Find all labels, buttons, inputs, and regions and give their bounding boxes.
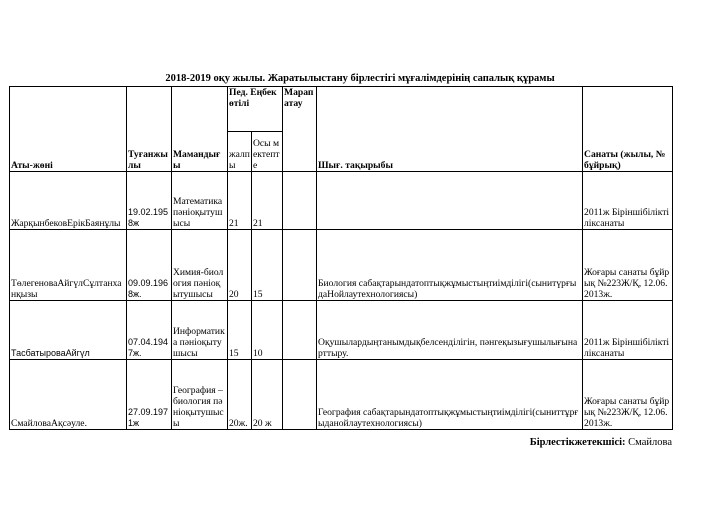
header-topic: Шығ. тақырыбы xyxy=(317,87,583,172)
table-row xyxy=(10,172,673,230)
row-birth: 27.09.1971ж xyxy=(127,360,172,430)
row-category: Жоғары санаты бұйрық №223Ж/Қ, 12.06.2013ж. xyxy=(583,230,673,301)
table-row xyxy=(10,360,673,430)
row-category: 2011ж Біріншібіліктіліксанаты xyxy=(583,301,673,360)
row-category: 2011ж Біріншібіліктіліксанаты xyxy=(583,172,673,230)
row-marathon xyxy=(283,172,317,230)
row-topic: География сабақтарындатоптықжұмыстыңтиімділігі(сыниттұрғыданойлаутехнологиясы) xyxy=(317,360,583,430)
row-name: СмайловаАқсәуле. xyxy=(10,360,127,430)
row-marathon xyxy=(283,301,317,360)
row-specialty: Информатика пәніоқытушысы xyxy=(172,301,228,360)
row-exp-school: 15 xyxy=(252,230,283,301)
row-specialty: Математика пәніоқытушысы xyxy=(172,172,228,230)
row-name: ЖарқынбековЕрікБаянұлы xyxy=(10,172,127,230)
footer-value: Смайлова xyxy=(628,437,672,448)
row-birth: 07.04.1947ж. xyxy=(127,301,172,360)
header-marathon: Марапатау xyxy=(283,87,317,172)
row-category: Жоғары санаты бұйрық №223Ж/Қ, 12.06.2013ж. xyxy=(583,360,673,430)
row-marathon xyxy=(283,230,317,301)
footer xyxy=(530,437,672,448)
row-exp-total: 21 xyxy=(228,172,252,230)
staff-table xyxy=(9,86,673,430)
header-exp-school: Осы мектепте xyxy=(252,132,283,172)
header-name: Аты-жөні xyxy=(10,87,127,172)
row-topic: Оқушылардыңтанымдықбелсенділігін, пәнгеқызығушылығынарттыру. xyxy=(317,301,583,360)
header-row xyxy=(10,87,673,132)
row-exp-total: 15 xyxy=(228,301,252,360)
header-experience: Пед. Еңбекөтілі xyxy=(228,87,283,132)
row-birth: 19.02.1958ж xyxy=(127,172,172,230)
row-name: ТасбатыроваАйгүл xyxy=(10,301,127,360)
row-name: ТөлегеноваАйгүлСұлтанханқызы xyxy=(10,230,127,301)
header-category: Санаты (жылы, № бұйрық) xyxy=(583,87,673,172)
row-exp-total: 20 xyxy=(228,230,252,301)
header-birth: Туғанжылы xyxy=(127,87,172,172)
table-row xyxy=(10,230,673,301)
row-topic: Биология сабақтарындатоптықжұмыстыңтиімділігі(сынитүрғыдаНойлаутехнологиясы) xyxy=(317,230,583,301)
document-title: 2018-2019 оқу жылы. Жаратылыстану бірлестігі мұғалімдерінің сапалық құрамы xyxy=(165,73,555,84)
row-marathon xyxy=(283,360,317,430)
row-specialty: География – биология пәніоқытушысы xyxy=(172,360,228,430)
footer-label: Бірлестікжетекшісі: xyxy=(529,437,626,448)
row-topic xyxy=(317,172,583,230)
header-exp-total: жалпы xyxy=(228,132,252,172)
row-specialty: Химия-биология пәніоқытушысы xyxy=(172,230,228,301)
row-exp-school: 10 xyxy=(252,301,283,360)
header-specialty: Мамандығы xyxy=(172,87,228,172)
table-row xyxy=(10,301,673,360)
row-exp-school: 21 xyxy=(252,172,283,230)
row-exp-total: 20ж. xyxy=(228,360,252,430)
row-birth: 09.09.1968ж. xyxy=(127,230,172,301)
row-exp-school: 20 ж xyxy=(252,360,283,430)
